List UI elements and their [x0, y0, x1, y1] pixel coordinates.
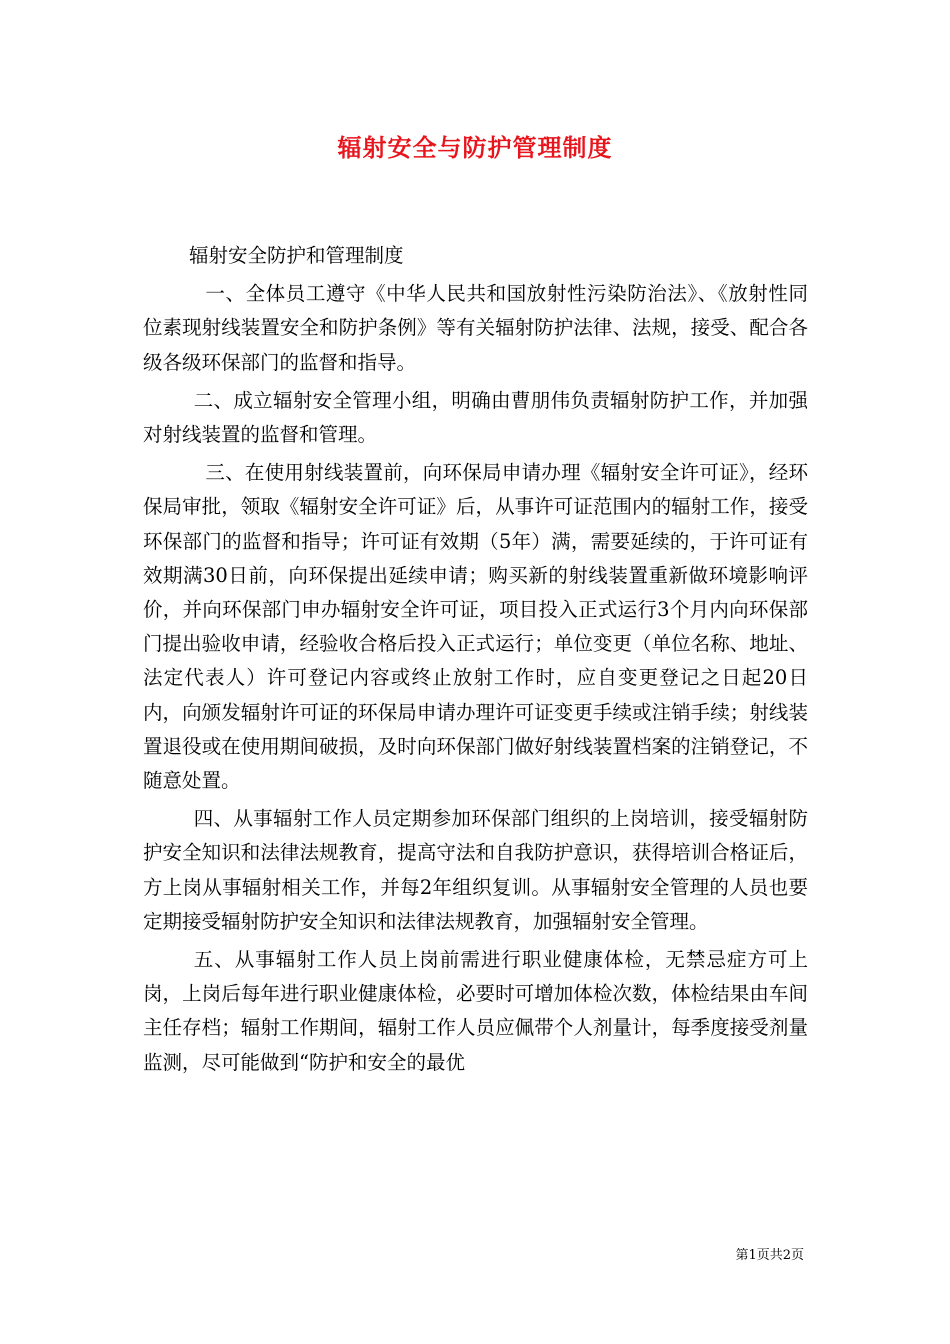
paragraph-1: 一、全体员工遵守《中华人民共和国放射性污染防治法》、《放射性同位素现射线装置安全和防护条例》等有关辐射防护法律、法规，接受、配合各级各级环保部门的监督和指导。	[143, 282, 808, 374]
document-subtitle: 辐射安全防护和管理制度	[189, 244, 404, 267]
paragraph-5: 五、从事辐射工作人员上岗前需进行职业健康体检，无禁忌症方可上岗，上岗后每年进行职业健康体检，必要时可增加体检次数，体检结果由车间主任存档；辐射工作期间，辐射工作人员应佩带个人剂量计，每季度接受剂量监测，尽可能做到“防护和安全的最优	[143, 948, 808, 1074]
page-number: 第1页共2页	[735, 1248, 804, 1263]
paragraph-3: 三、在使用射线装置前，向环保局申请办理《辐射安全许可证》，经环保局审批，领取《辐射安全许可证》后，从事许可证范围内的辐射工作，接受环保部门的监督和指导；许可证有效期（5年）满，需要延续的，于许可证有效期满30日前，向环保提出延续申请；购买新的射线装置重新做环境影响评价，并向环保部门申办辐射安全许可证，项目投入正式运行3个月内向环保部门提出验收申请，经验收合格后投入正式运行；单位变更（单位名称、地址、法定代表人）许可登记内容或终止放射工作时，应自变更登记之日起20日内，向颁发辐射许可证的环保局申请办理许可证变更手续或注销手续；射线装置退役或在使用期间破损，及时向环保部门做好射线装置档案的注销登记，不随意处置。	[143, 461, 808, 793]
paragraph-4: 四、从事辐射工作人员定期参加环保部门组织的上岗培训，接受辐射防护安全知识和法律法规教育，提高守法和自我防护意识，获得培训合格证后，方上岗从事辐射相关工作，并每2年组织复训。从事辐射安全管理的人员也要定期接受辐射防护安全知识和法律法规教育，加强辐射安全管理。	[143, 807, 808, 933]
document-body	[143, 239, 808, 1084]
paragraph-2: 二、成立辐射安全管理小组，明确由曹朋伟负责辐射防护工作，并加强对射线装置的监督和管理。	[143, 388, 808, 447]
document-title: 辐射安全与防护管理制度	[337, 133, 613, 162]
